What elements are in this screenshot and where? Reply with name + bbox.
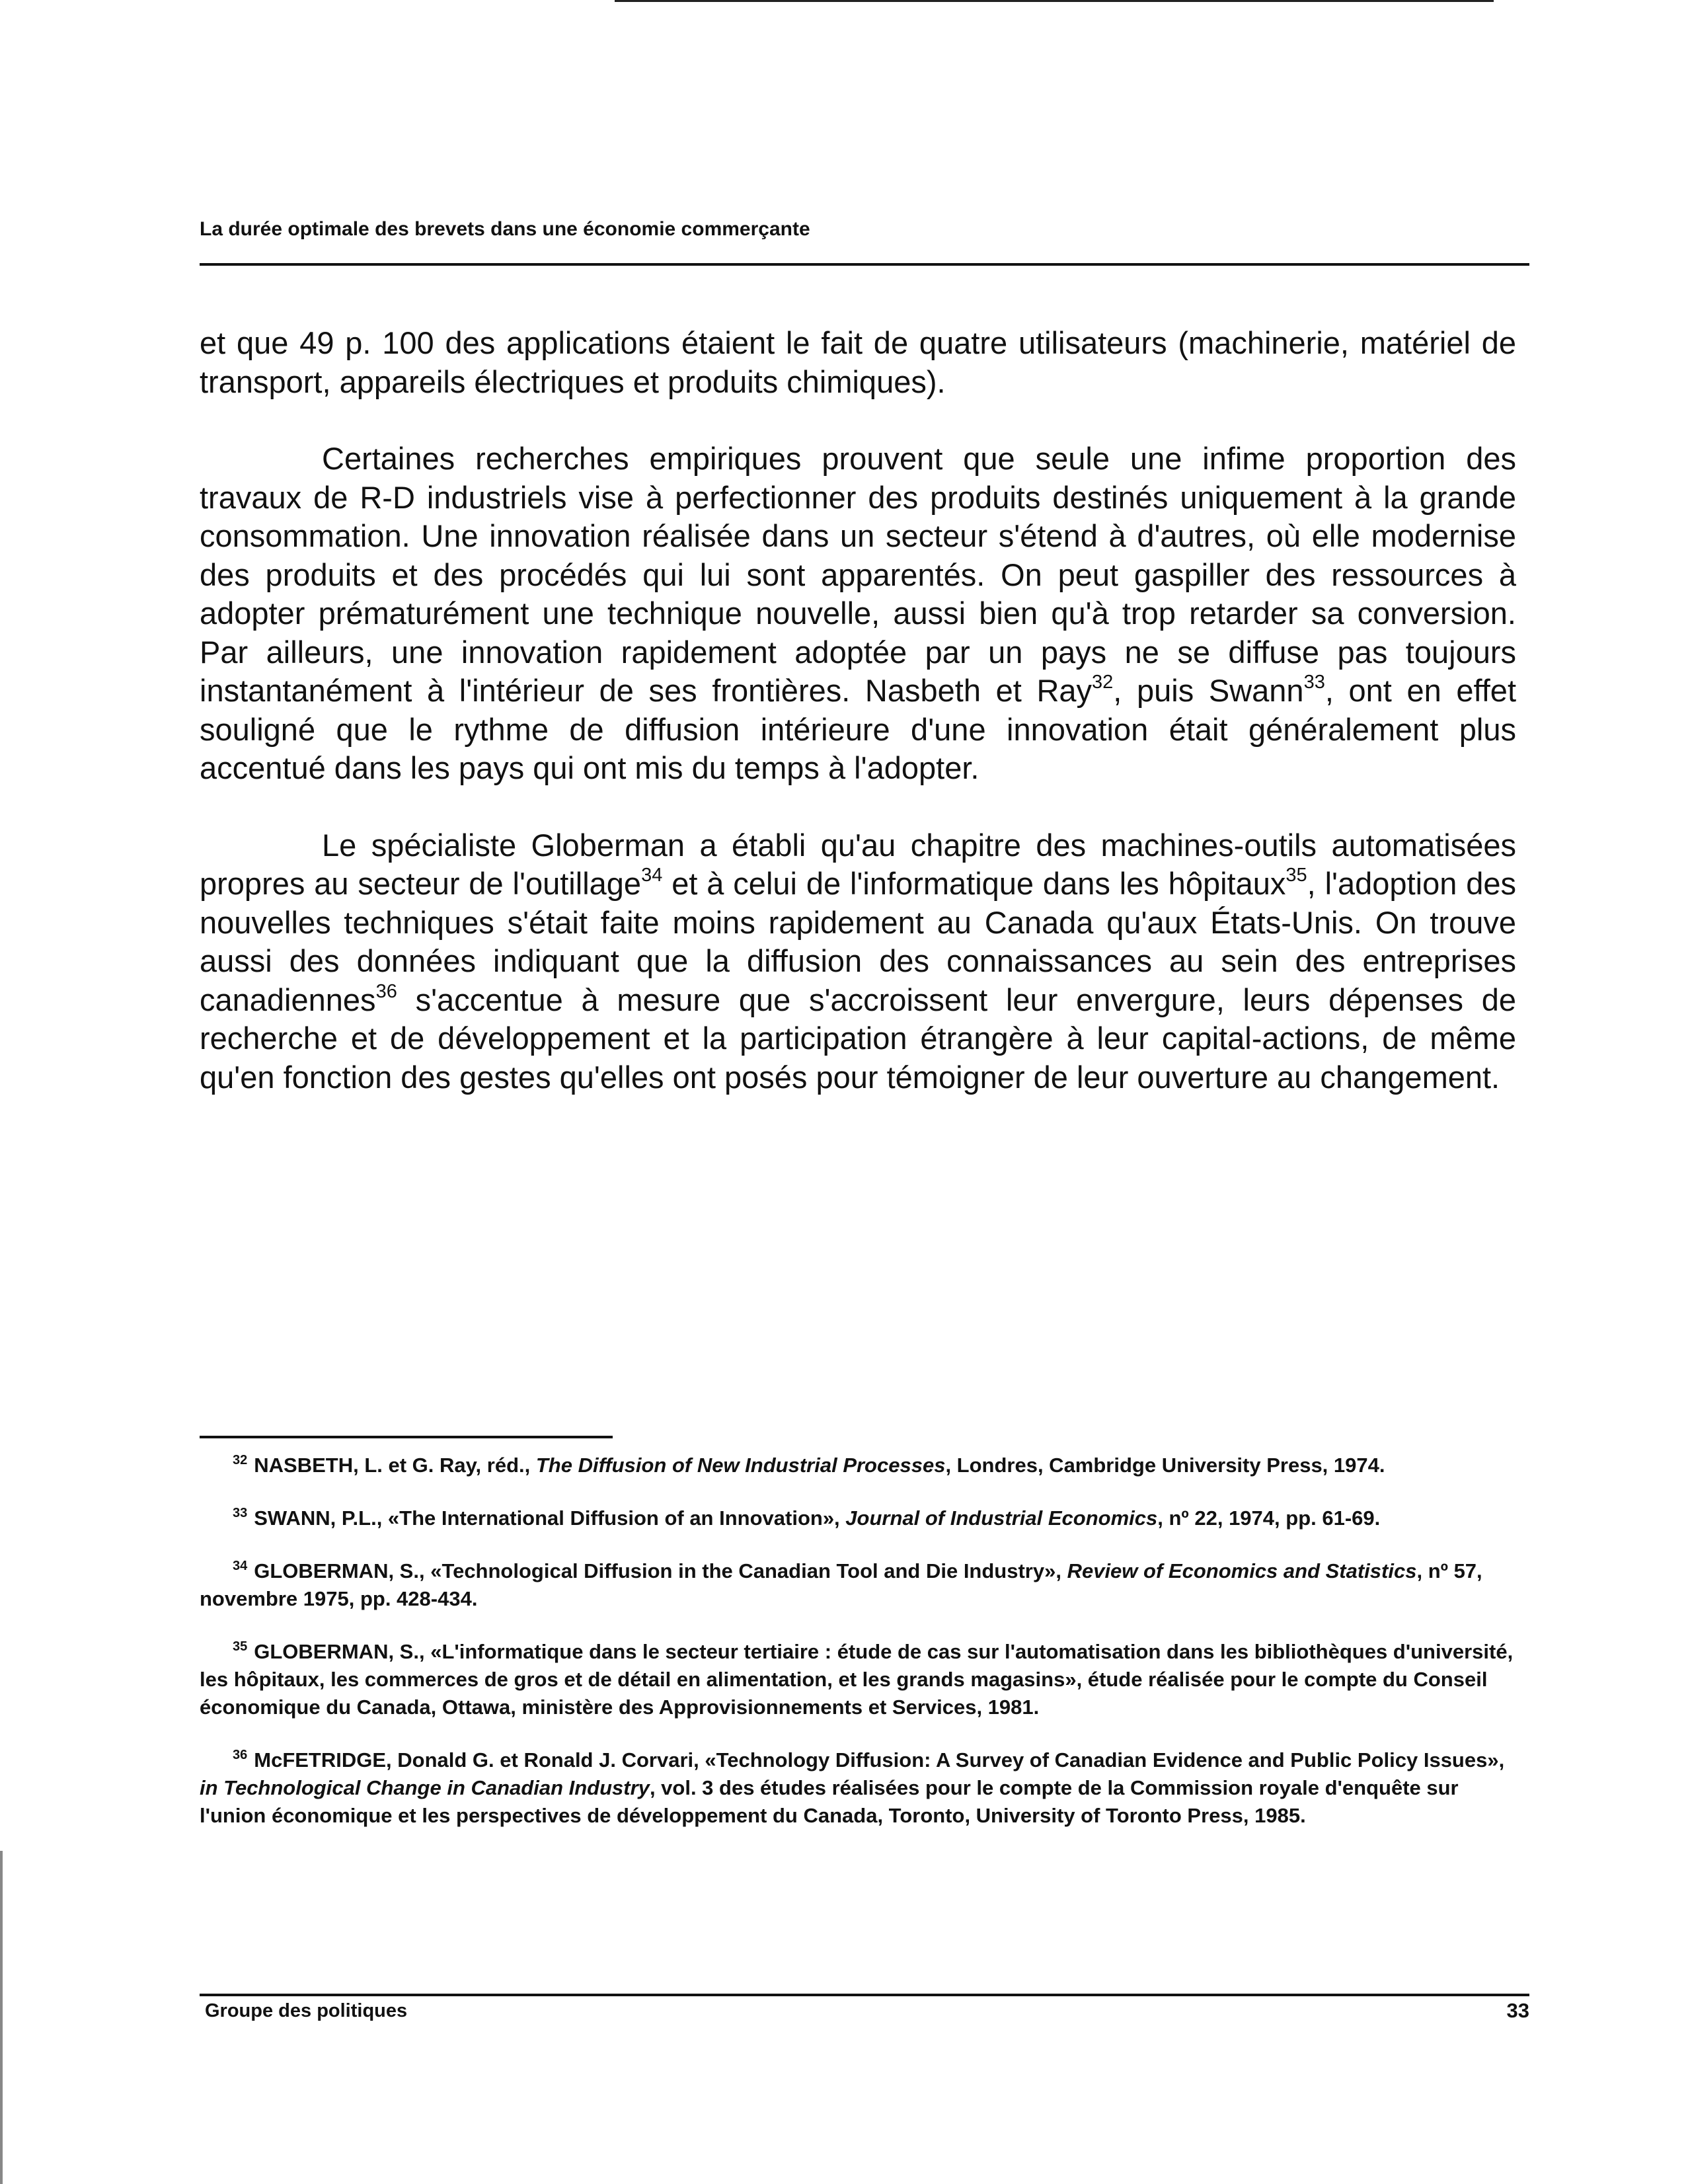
paragraph-3-text-c: , l'adoption des nouvelles techniques s'était faite moins rapidement au Canada qu'aux États-Unis. On trouve aussi des données indiquant que la diffusion des connaissances au sein des entreprises canadiennes: [200, 866, 1516, 1017]
footnote-32: [200, 1452, 1521, 1479]
paragraph-2-text-c: , ont en effet souligné que le rythme de diffusion intérieure d'une innovation était généralement plus accentué dans les pays qui ont mis du temps à l'adopter.: [200, 673, 1517, 785]
footnote-number: 35: [233, 1639, 248, 1654]
footnote-text: , Londres, Cambridge University Press, 1974.: [945, 1454, 1385, 1477]
running-header: La durée optimale des brevets dans une économie commerçante: [200, 218, 810, 240]
footnote-text: SWANN, P.L., «The International Diffusion of an Innovation»,: [254, 1506, 846, 1530]
paragraph-3-text-a: Le spécialiste Globerman a établi qu'au chapitre des machines-outils automatisées propres au secteur de l'outillage: [200, 827, 1516, 901]
footnote-number: 33: [233, 1506, 248, 1520]
footnote-number: 34: [233, 1559, 248, 1573]
footnote-ref-34: 34: [641, 865, 663, 886]
scan-edge: [0, 1851, 3, 2184]
footnote-36: [200, 1746, 1521, 1830]
footnote-number: 36: [233, 1748, 248, 1762]
footnote-text: McFETRIDGE, Donald G. et Ronald J. Corvari, «Technology Diffusion: A Survey of Canadian Evidence and Public Policy Issues»,: [254, 1748, 1505, 1772]
body-text: [200, 324, 1516, 1135]
running-footer: Groupe des politiques: [205, 2000, 408, 2021]
footnotes: [200, 1452, 1521, 1855]
footnote-text: , nº 22, 1974, pp. 61-69.: [1157, 1506, 1381, 1530]
paragraph-2-text-a: Certaines recherches empiriques prouvent que seule une infime proportion des travaux de R-D industriels vise à perfectionner des produits destinés uniquement à la grande consommation. Une innovation réalisée dans un secteur s'étend à d'autres, où elle modernise des produits et des procédés qui lui sont apparentés. On peut gaspiller des ressources à adopter prématurément une technique nouvelle, aussi bien qu'à trop retarder sa conversion. Par ailleurs, une innovation rapidement adoptée par un pays ne se diffuse pas toujours instantanément à l'intérieur de ses frontières. Nasbeth et Ray: [200, 441, 1516, 708]
footnote-35: [200, 1638, 1521, 1721]
footnote-34: [200, 1557, 1521, 1613]
page-number: 33: [1506, 1999, 1529, 2022]
footnote-rule: [200, 1436, 613, 1438]
footnote-title: Review of Economics and Statistics: [1067, 1559, 1417, 1582]
footnote-text: , nº 57, novembre 1975, pp. 428-434.: [200, 1559, 1482, 1610]
footnote-text: GLOBERMAN, S., «L'informatique dans le secteur tertiaire : étude de cas sur l'automatisation dans les bibliothèques d'université, les hôpitaux, les commerces de gros et de détail en alimentation, et les grands magasins», étude réalisée pour le compte du Conseil économique du Canada, Ottawa, ministère des Approvisionnements et Services, 1981.: [200, 1640, 1514, 1719]
footnote-text: GLOBERMAN, S., «Technological Diffusion in the Canadian Tool and Die Industry»,: [254, 1559, 1067, 1582]
paragraph-1: [200, 324, 1516, 401]
header-rule: [200, 263, 1529, 266]
footnote-ref-32: 32: [1092, 672, 1114, 693]
paragraph-3-text-b: et à celui de l'informatique dans les hôpitaux: [662, 866, 1286, 901]
footnote-ref-36: 36: [375, 980, 397, 1002]
footnote-title: Journal of Industrial Economics: [845, 1506, 1158, 1530]
paragraph-3: [200, 826, 1516, 1097]
footnote-text: , vol. 3 des études réalisées pour le compte de la Commission royale d'enquête sur l'union économique et les perspectives de développement du Canada, Toronto, University of Toronto Press, 1985.: [200, 1776, 1459, 1827]
footnote-33: [200, 1504, 1521, 1532]
top-edge-rule: [615, 0, 1494, 2]
footnote-text: NASBETH, L. et G. Ray, réd.,: [254, 1454, 536, 1477]
footnote-title: in Technological Change in Canadian Industry: [200, 1776, 650, 1799]
footnote-ref-35: 35: [1285, 865, 1307, 886]
paragraph-3-text-d: s'accentue à mesure que s'accroissent leur envergure, leurs dépenses de recherche et de développement et la participation étrangère à leur capital-actions, de même qu'en fonction des gestes qu'elles ont posés pour témoigner de leur ouverture au changement.: [200, 982, 1516, 1095]
paragraph-2-text-b: , puis Swann: [1113, 673, 1304, 708]
footnote-title: The Diffusion of New Industrial Processes: [535, 1454, 946, 1477]
footer-rule: [200, 1994, 1529, 1996]
footnote-number: 32: [233, 1453, 248, 1467]
paragraph-2: [200, 440, 1516, 788]
footnote-ref-33: 33: [1303, 672, 1325, 693]
paragraph-1-text: et que 49 p. 100 des applications étaient le fait de quatre utilisateurs (machinerie, matériel de transport, appareils électriques et produits chimiques).: [200, 325, 1516, 399]
